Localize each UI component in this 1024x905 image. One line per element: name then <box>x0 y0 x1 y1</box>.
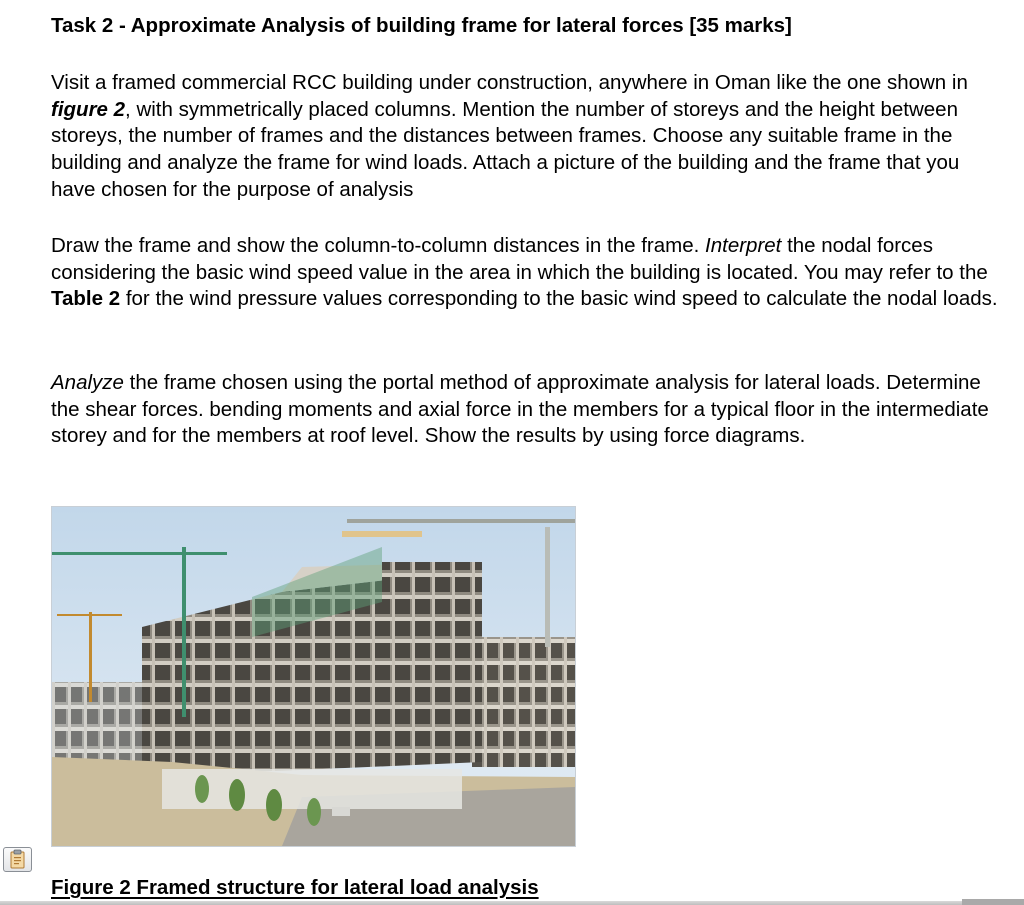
building-photo-illustration <box>52 507 575 846</box>
p1-text-c: , with symmetrically placed columns. Mention the number of storeys and the height between storeys, the number of frames and the distances between frames. Choose any suitable frame in the building and analyze the frame for wind loads. Attach a picture of the building and the frame that you have chosen for the purpose of analysis <box>51 97 960 201</box>
p1-text-a: Visit a framed commercial RCC building under construction, anywhere in Oman like the one shown in <box>51 71 968 94</box>
paragraph-analyze <box>51 370 1001 450</box>
task-title: Task 2 - Approximate Analysis of building frame for lateral forces [35 marks] <box>51 14 792 37</box>
figure-caption: Figure 2 Framed structure for lateral load analysis <box>51 876 539 899</box>
p2-text-a: Draw the frame and show the column-to-column distances in the frame. <box>51 234 706 257</box>
p3-text-b: the frame chosen using the portal method of approximate analysis for lateral loads. Determine the shear forces. bending moments and axial force in the members for a typical floor in the intermediate storey and for the members at roof level. Show the results by using force diagrams. <box>51 371 989 448</box>
paragraph-site-visit <box>51 70 1001 204</box>
scroll-indicator[interactable] <box>962 899 1024 905</box>
paragraph-draw-frame <box>51 233 1001 313</box>
paste-clipboard-icon[interactable] <box>3 847 32 872</box>
p1-figure-ref: figure 2 <box>51 97 126 121</box>
p2-table-ref: Table 2 <box>51 287 121 311</box>
page-bottom-rule <box>0 901 1024 905</box>
p2-text-e: for the wind pressure values corresponding to the basic wind speed to calculate the nodal loads. <box>120 287 998 311</box>
p2-interpret: Interpret <box>705 234 782 257</box>
p3-analyze: Analyze <box>51 371 124 394</box>
p2-text-c: the nodal forces considering the basic wind speed value in the area in which the building is located. You may refer to the <box>51 234 988 284</box>
building-photo <box>51 506 576 847</box>
